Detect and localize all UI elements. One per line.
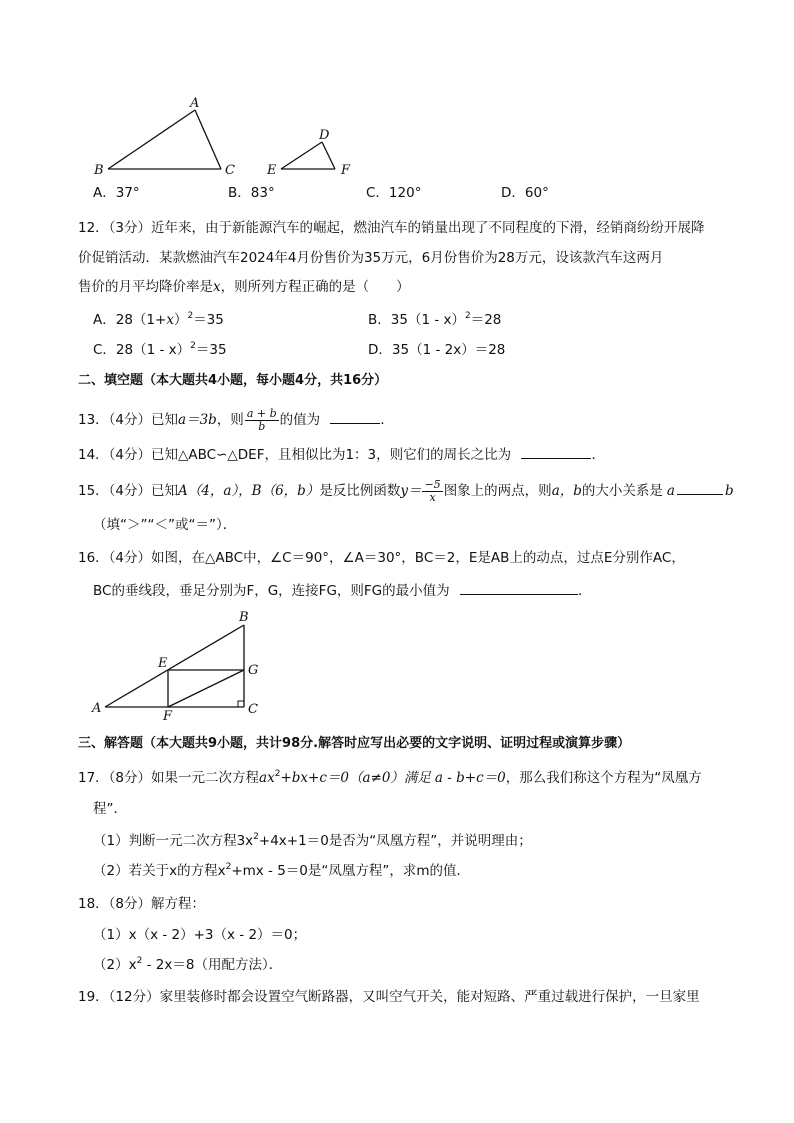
label-c: C xyxy=(225,163,235,178)
q15-b-var: b xyxy=(724,483,734,499)
q12-opt-a-post: ＝35 xyxy=(193,312,224,328)
side-ab xyxy=(105,625,244,707)
q15-a-var: a xyxy=(666,483,675,499)
q12-opt-c-pre: C．28（1 - x） xyxy=(93,342,191,358)
label-e: E xyxy=(158,656,168,671)
q17-eq-b: +bx+c＝0（a≠0）满足 xyxy=(280,770,431,786)
q12-line-1: 12．（3分）近年来，由于新能源汽车的崛起，燃油汽车的销量出现了不同程度的下滑，经销商纷纷开展降 xyxy=(78,220,705,236)
q15-pre: 15．（4分）已知 xyxy=(78,483,179,499)
section-3-heading: 三、解答题（本大题共9小题，共计98分.解答时应写出必要的文字说明、证明过程或演算步骤） xyxy=(78,736,631,751)
q12-option-d: D．35（1 - 2x）＝28 xyxy=(368,342,506,358)
q17-pre: 17．（8分）如果一元二次方程 xyxy=(78,770,260,786)
q17-cond: a - b+c＝0 xyxy=(434,770,506,786)
q11-triangles-figure xyxy=(80,90,380,180)
q18-sub-1: （1）x（x - 2）+3（x - 2）＝0； xyxy=(93,927,307,943)
q13-post: 的值为 xyxy=(279,412,321,428)
q12-opt-c-post: ＝35 xyxy=(195,342,227,358)
q15-post2: 的大小关系是 xyxy=(581,483,663,499)
q16-answer-blank[interactable] xyxy=(460,580,578,595)
q15-mid: 是反比例函数 xyxy=(319,483,401,499)
q17-sub2-pre: （2）若关于x的方程x xyxy=(93,863,226,879)
q16-triangle-figure xyxy=(88,605,278,720)
q13-answer-blank[interactable] xyxy=(330,409,380,424)
q12-opt-a-mid: ） xyxy=(173,312,188,328)
q12-line-3 xyxy=(78,277,410,297)
q12-line-2: 价促销活动．某款燃油汽车2024年4月份售价为35万元，6月份售价为28万元，设该款汽车这两月 xyxy=(78,250,664,266)
q17-eq-a: ax xyxy=(259,770,275,786)
label-b: B xyxy=(94,163,104,178)
q13-frac-num: a + b xyxy=(246,406,277,420)
q17-sub1-sup: 2 xyxy=(253,832,259,842)
q12-line-3-b: ，则所列方程正确的是（ ） xyxy=(220,279,410,295)
q13-line: 13．（4分）已知a＝3b，则 $\frac{a + b}{b}$ 的值为 ． xyxy=(78,406,394,433)
q13-frac-den: b xyxy=(258,419,266,433)
q12-opt-c-sup: 2 xyxy=(190,341,196,351)
q15-answer-blank[interactable] xyxy=(677,480,723,495)
q14-line: 14．（4分）已知△ABC∽△DEF，且相似比为1：3，则它们的周长之比为 ． xyxy=(78,444,605,465)
label-d: D xyxy=(319,128,330,143)
label-f: F xyxy=(341,163,351,178)
q15-line-1 xyxy=(78,476,734,506)
q12-opt-a-sup: 2 xyxy=(187,311,194,321)
q12-var-x: x xyxy=(213,279,221,295)
label-f: F xyxy=(163,709,173,720)
q12-opt-b-post: ＝28 xyxy=(470,312,502,328)
q13-cond: a＝3b xyxy=(178,412,217,428)
tri-def-side-ed xyxy=(281,142,322,169)
label-e: E xyxy=(267,163,277,178)
q11-option-a: A．37° xyxy=(93,185,140,201)
q12-option-c xyxy=(93,340,227,360)
q12-opt-a-pre: A．28（1+ xyxy=(93,312,167,328)
tri-def-side-df xyxy=(322,142,335,169)
q15-post: 图象上的两点，则 xyxy=(443,483,552,499)
q15-frac-den: x xyxy=(429,490,436,504)
q16-line-2: BC的垂线段，垂足分别为F，G，连接FG，则FG的最小值为 ． xyxy=(93,580,591,601)
segment-fg xyxy=(168,670,244,707)
label-a: A xyxy=(190,96,200,111)
label-c: C xyxy=(248,702,258,717)
q16-line-2-text: BC的垂线段，垂足分别为F，G，连接FG，则FG的最小值为 xyxy=(93,583,450,599)
q17-sub1-post: +4x+1＝0是否为“凤凰方程”，并说明理由； xyxy=(258,833,532,849)
q18-line-1: 18．（8分）解方程： xyxy=(78,896,206,912)
q13-fraction xyxy=(245,408,279,433)
q14-answer-blank[interactable] xyxy=(521,444,591,459)
q17-post: ，那么我们称这个方程为“凤凰方 xyxy=(505,770,702,786)
q13-mid: ，则 xyxy=(216,412,244,428)
q17-sup: 2 xyxy=(274,769,281,779)
q17-sub1-pre: （1）判断一元二次方程3x xyxy=(93,833,254,849)
q17-line-2: 程”． xyxy=(93,801,127,817)
right-angle-mark xyxy=(238,701,244,707)
tri-abc-side-ac xyxy=(195,110,221,169)
q15-frac-num: −5 xyxy=(424,477,441,491)
q15-ab: a，b xyxy=(551,483,582,499)
q17-sub2-post: +mx - 5＝0是“凤凰方程”，求m的值． xyxy=(231,863,471,879)
label-g: G xyxy=(248,663,259,678)
q11-option-d: D．60° xyxy=(501,185,549,201)
section-2-heading: 二、填空题（本大题共4小题，每小题4分，共16分） xyxy=(78,373,388,388)
q17-sub-1 xyxy=(93,831,532,851)
q12-line-3-a: 售价的月平均降价率是 xyxy=(78,279,213,295)
q18-sub2-pre: （2）x xyxy=(93,957,137,973)
q12-option-b xyxy=(368,310,501,330)
q15-line-2: （填“＞”“＜”或“＝”）． xyxy=(93,517,237,533)
q12-opt-a-var: x xyxy=(166,312,174,328)
q13-pre: 13．（4分）已知 xyxy=(78,412,179,428)
q18-sub2-sup: 2 xyxy=(136,956,143,966)
q16-line-1: 16．（4分）如图，在△ABC中，∠C＝90°，∠A＝30°，BC＝2，E是AB上的动点，过点E分别作AC， xyxy=(78,550,685,566)
tri-abc-side-ba xyxy=(108,110,195,169)
q17-sub-2 xyxy=(93,861,470,881)
q19-line-1: 19．（12分）家里装修时都会设置空气断路器，又叫空气开关，能对短路、严重过载进行保护，一旦家里 xyxy=(78,989,700,1005)
q18-sub-2 xyxy=(93,955,282,975)
q17-line-1 xyxy=(78,768,702,788)
q15-fraction xyxy=(422,479,442,504)
q11-option-b: B．83° xyxy=(228,185,275,201)
q12-opt-b-sup: 2 xyxy=(464,311,471,321)
label-a: A xyxy=(92,701,102,716)
q14-text: 14．（4分）已知△ABC∽△DEF，且相似比为1：3，则它们的周长之比为 xyxy=(78,447,512,463)
q12-opt-b-pre: B．35（1 - x） xyxy=(368,312,465,328)
q17-sub2-sup: 2 xyxy=(225,862,232,872)
q11-option-c: C．120° xyxy=(366,185,422,201)
label-b: B xyxy=(239,610,249,625)
q15-points: A（4，a），B（6，b） xyxy=(178,483,320,499)
q18-sub2-post: - 2x＝8（用配方法）． xyxy=(142,957,283,973)
q12-option-a xyxy=(93,310,224,330)
q15-func-y: y＝ xyxy=(400,483,422,499)
